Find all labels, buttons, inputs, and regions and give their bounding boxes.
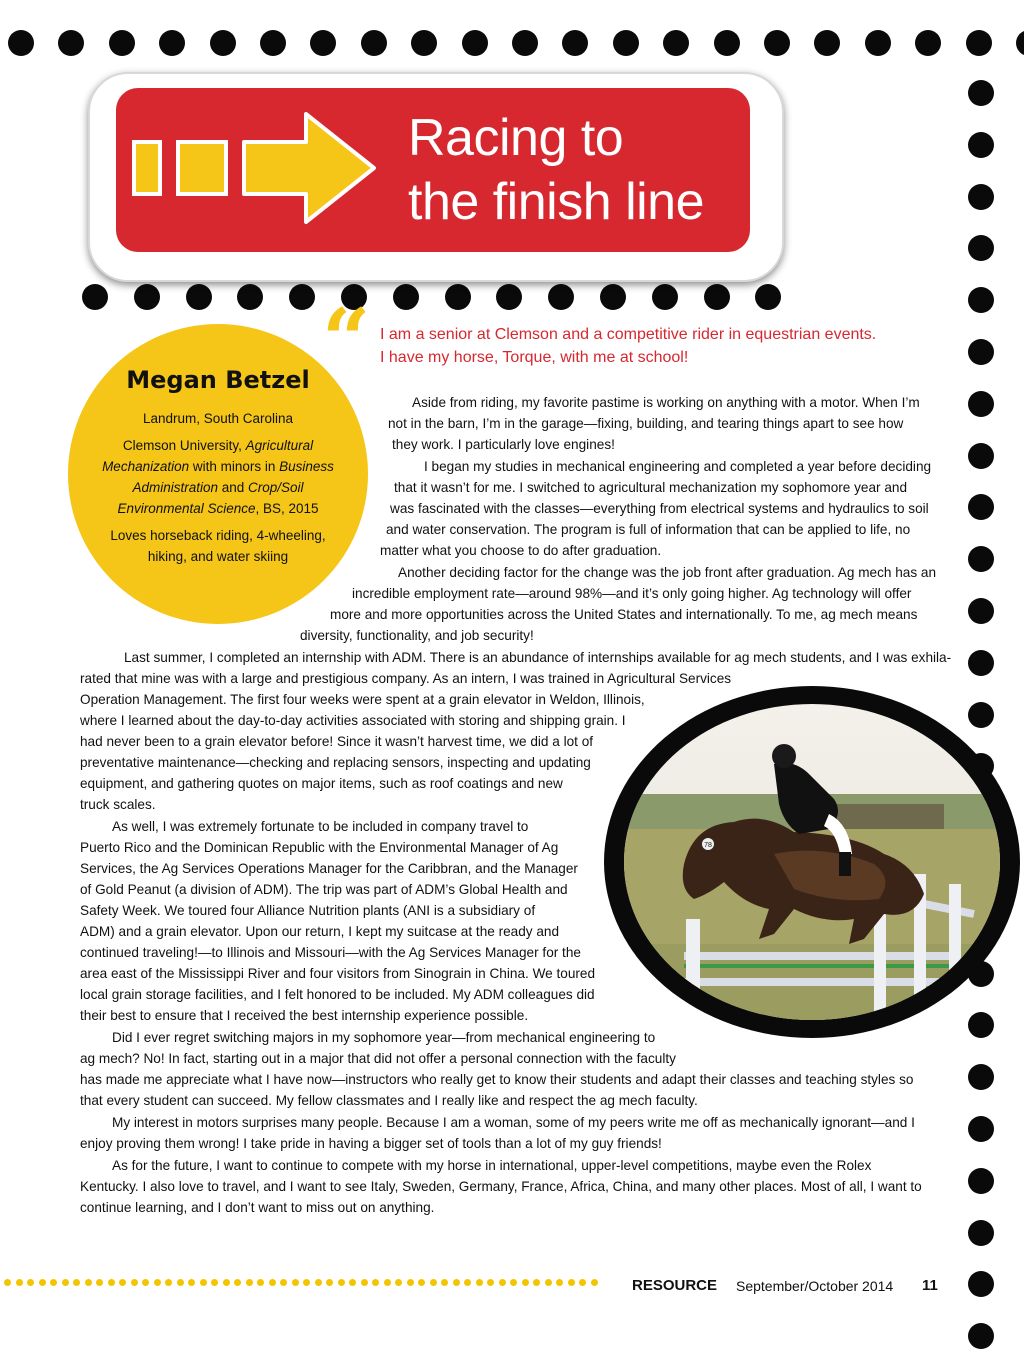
black-dot [393,284,419,310]
body-text-line: Did I ever regret switching majors in my sophomore year—from mechanical engineering to [112,1030,656,1045]
black-dot [109,30,135,56]
yellow-dot [579,1279,586,1286]
black-dot [814,30,840,56]
body-text-line: more and more opportunities across the United States and internationally. To me, ag mech means [330,607,918,622]
yellow-dot [326,1279,333,1286]
yellow-dot [16,1279,23,1286]
pull-quote-line-1: I am a senior at Clemson and a competitive rider in equestrian events. [380,326,877,343]
yellow-dot [487,1279,494,1286]
black-dot [968,287,994,313]
yellow-dot [522,1279,529,1286]
yellow-dot [280,1279,287,1286]
black-dot [548,284,574,310]
body-text-line: that it wasn’t for me. I switched to agricultural mechanization my sophomore year and [394,480,908,495]
footer-date: September/October 2014 [736,1278,894,1294]
yellow-dot [361,1279,368,1286]
yellow-dot [453,1279,460,1286]
title-line-2: the finish line [408,173,705,231]
black-dot [968,598,994,624]
body-text-line: My interest in motors surprises many people. Because I am a woman, some of my peers write me off as mechanically ignorant—and I [112,1115,915,1130]
profile-hometown: Landrum, South Carolina [142,411,294,426]
black-dot [310,30,336,56]
black-dot [968,1116,994,1142]
black-dot [968,184,994,210]
yellow-dot [591,1279,598,1286]
horse-jump-photo [624,704,1000,1020]
yellow-dot [4,1279,11,1286]
black-dot [411,30,437,56]
black-dot [915,30,941,56]
black-dot [186,284,212,310]
body-text-line: Another deciding factor for the change was the job front after graduation. Ag mech has an [398,565,937,580]
body-text-line: Puerto Rico and the Dominican Republic with the Environmental Manager of Ag [80,840,559,855]
yellow-dot [177,1279,184,1286]
black-dot [968,443,994,469]
black-dot [159,30,185,56]
black-dot [1016,30,1024,56]
yellow-dot [223,1279,230,1286]
yellow-dot [464,1279,471,1286]
yellow-dot [119,1279,126,1286]
yellow-dot [338,1279,345,1286]
profile-education-line-4: Environmental Science, BS, 2015 [117,501,319,516]
body-text-line: ADM) and a grain elevator. Upon our return, I kept my suitcase at the ready and [80,924,560,939]
footer-publication: RESOURCE [632,1277,718,1294]
body-text-line: of Gold Peanut (a division of ADM). The trip was part of ADM’s Global Health and [80,882,568,897]
yellow-dot [510,1279,517,1286]
black-dot [496,284,522,310]
yellow-dot [96,1279,103,1286]
yellow-dot [430,1279,437,1286]
black-dot [968,235,994,261]
black-dot [82,284,108,310]
body-text-line: their best to ensure that I received the best internship experience possible. [80,1008,529,1023]
black-dot [968,1012,994,1038]
yellow-dot [27,1279,34,1286]
black-dot [755,284,781,310]
black-dot [968,494,994,520]
black-dot [714,30,740,56]
yellow-dot [418,1279,425,1286]
black-dot [968,391,994,417]
body-text-line: Operation Management. The first four weeks were spent at a grain elevator in Weldon, Illinois, [80,692,645,707]
black-dot [966,30,992,56]
profile-name: Megan Betzel [126,366,310,394]
yellow-dot [384,1279,391,1286]
body-text-line: that every student can succeed. My fellow classmates and I really like and respect the ag mech faculty. [80,1093,698,1108]
yellow-dot [200,1279,207,1286]
yellow-dot [303,1279,310,1286]
black-dot [968,650,994,676]
body-text-line: equipment, and gathering quotes on major items, such as roof coatings and new [80,776,563,791]
yellow-dot [372,1279,379,1286]
black-dot [361,30,387,56]
black-dot [968,1271,994,1297]
black-dot [968,1220,994,1246]
black-dot [8,30,34,56]
black-dot [562,30,588,56]
yellow-dot [85,1279,92,1286]
yellow-dot [499,1279,506,1286]
yellow-dot [533,1279,540,1286]
black-dot [210,30,236,56]
yellow-dot [142,1279,149,1286]
yellow-dot [556,1279,563,1286]
black-dot [289,284,315,310]
yellow-dot [188,1279,195,1286]
black-dot [968,1323,994,1349]
black-dot [134,284,160,310]
body-text-line: area east of the Mississippi River and four visitors from Sinograin in China. We toured [80,966,596,981]
body-text-line: Services, the Ag Services Operations Manager for the Caribbran, and the Manager [80,861,578,876]
yellow-dot [131,1279,138,1286]
yellow-dot [50,1279,57,1286]
black-dot [613,30,639,56]
body-text-line: had never been to a grain elevator before! Since it wasn’t harvest time, we did a lot of [80,734,594,749]
black-dot [512,30,538,56]
page-title [408,106,768,234]
bib-number: 78 [704,842,712,849]
black-dot [764,30,790,56]
body-text-line: truck scales. [80,797,156,812]
body-text-line: Kentucky. I also love to travel, and I want to see Italy, Sweden, Germany, France, Africa, China, and many other places. Most of all, I want to [80,1179,922,1194]
yellow-dot [211,1279,218,1286]
body-text-line: continue learning, and I don’t want to miss out on anything. [80,1200,435,1215]
body-text-line: continued traveling!—to Illinois and Missouri—with the Ag Services Manager for the [80,945,581,960]
body-text-line: matter what you choose to do after graduation. [380,543,662,558]
yellow-dot [545,1279,552,1286]
body-text-line: incredible employment rate—around 98%—and it’s only going higher. Ag technology will offer [352,586,912,601]
body-text-line: Safety Week. We toured four Alliance Nutrition plants (ANI is a subsidiary of [80,903,536,918]
body-text-line: they work. I particularly love engines! [392,437,615,452]
yellow-dot [165,1279,172,1286]
footer-page-number: 11 [922,1277,938,1294]
body-text-line: not in the barn, I’m in the garage—fixing, building, and tearing things apart to see how [388,416,904,431]
black-dot [237,284,263,310]
profile-education-line-3: Administration and Crop/Soil [132,480,304,495]
profile-hobbies-line-2: hiking, and water skiing [147,549,289,564]
profile-education-line-1: Clemson University, Agricultural [122,438,314,453]
black-dot [652,284,678,310]
black-dot [663,30,689,56]
black-dot [968,702,994,728]
body-text-line: preventative maintenance—checking and replacing sensors, inspecting and updating [80,755,591,770]
body-text-line: has made me appreciate what I have now—instructors who really get to know their students and adapt their classes and teaching styles so [80,1072,914,1087]
black-dot [704,284,730,310]
body-text-line: Last summer, I completed an internship with ADM. There is an abundance of internships available for ag mech students, and I was exhila- [124,650,952,665]
body-text-line: diversity, functionality, and job security! [300,628,534,643]
body-text-line: and water conservation. The program is full of information that can be applied to life, no [386,522,911,537]
yellow-dot [73,1279,80,1286]
yellow-dot [62,1279,69,1286]
yellow-dot [568,1279,575,1286]
yellow-dot [349,1279,356,1286]
yellow-dot [441,1279,448,1286]
yellow-dot [234,1279,241,1286]
black-dot [968,546,994,572]
yellow-dot [292,1279,299,1286]
arrow-icon [126,100,386,240]
yellow-dot [395,1279,402,1286]
body-text-line: where I learned about the day-to-day activities associated with storing and shipping grain. I [80,713,626,728]
black-dot [600,284,626,310]
black-dot [968,339,994,365]
yellow-dot [476,1279,483,1286]
body-text-line: Aside from riding, my favorite pastime is working on anything with a motor. When I’m [412,395,920,410]
yellow-dot [269,1279,276,1286]
black-dot [445,284,471,310]
body-text-line: local grain storage facilities, and I felt honored to be included. My ADM colleagues did [80,987,595,1002]
yellow-dot [246,1279,253,1286]
yellow-dot [108,1279,115,1286]
black-dot [968,1064,994,1090]
body-text-line: ag mech? No! In fact, starting out in a major that did not offer a personal connection with the faculty [80,1051,676,1066]
body-text-line: rated that mine was with a large and prestigious company. As an intern, I was trained in Agricultural Services [80,671,732,686]
black-dot [865,30,891,56]
yellow-dot [257,1279,264,1286]
yellow-dot [39,1279,46,1286]
quote-mark-icon: “ [322,290,371,389]
pull-quote-line-2: I have my horse, Torque, with me at school! [380,349,689,366]
yellow-dot [154,1279,161,1286]
black-dot [968,80,994,106]
title-line-1: Racing to [408,109,624,167]
body-text-line: enjoy proving them wrong! I take pride in having a bigger set of tools than a lot of my guy friends! [80,1136,662,1151]
body-text-line: As for the future, I want to continue to compete with my horse in international, upper-level competitions, maybe even the Rolex [112,1158,872,1173]
black-dot [462,30,488,56]
body-text-line: As well, I was extremely fortunate to be included in company travel to [112,819,529,834]
black-dot [260,30,286,56]
black-dot [968,132,994,158]
body-text-line: I began my studies in mechanical engineering and completed a year before deciding [424,459,932,474]
yellow-dot [315,1279,322,1286]
yellow-dot [407,1279,414,1286]
profile-education-line-2: Mechanization with minors in Business [102,459,334,474]
black-dot [58,30,84,56]
profile-hobbies-line-1: Loves horseback riding, 4-wheeling, [110,528,326,543]
black-dot [968,1168,994,1194]
body-text-line: was fascinated with the classes—everything from electrical systems and hydraulics to soil [390,501,929,516]
horse-jump-illustration [624,704,1000,1020]
